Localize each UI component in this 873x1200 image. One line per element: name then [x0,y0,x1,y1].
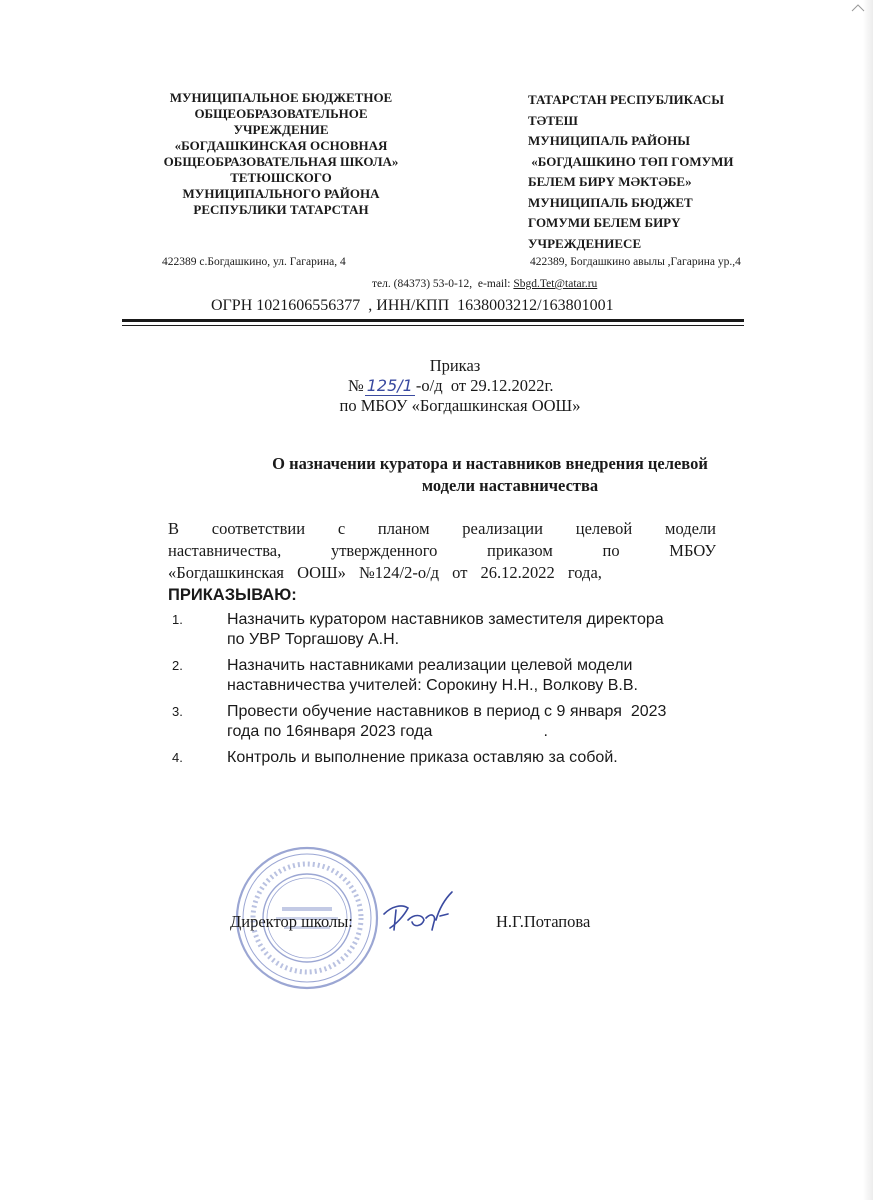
director-label: Директор школы: [230,912,353,931]
header-left-line: РЕСПУБЛИКИ ТАТАРСТАН [193,202,369,217]
list-item-number: 3. [172,704,183,719]
order-subject [200,453,780,497]
order-number-line [348,376,553,396]
header-left-line: ТЕТЮШСКОГО [230,170,332,185]
page-edge-shadow [863,0,873,1200]
preamble-line-2: наставничества, утвержденного приказом по МБОУ [168,541,716,560]
scan-corner-mark [851,4,865,12]
order-items [172,610,752,774]
list-item-text: Провести обучение наставников в период с 9 января 2023 года по 16января 2023 года . [227,703,667,740]
list-item [172,610,752,650]
order-organization: по МБОУ «Богдашкинская ООШ» [339,396,581,415]
header-left-line: ОБЩЕОБРАЗОВАТЕЛЬНОЕ [194,106,368,121]
list-item-text: Контроль и выполнение приказа оставляю за собой. [227,749,618,766]
list-item [172,656,752,696]
list-item-number: 1. [172,612,183,627]
contacts-phone: тел. (84373) 53-0-12, e-mail: [372,278,514,290]
header-right-line: МУНИЦИПАЛЬ РАЙОНЫ [528,133,691,148]
header-left-line: УЧРЕЖДЕНИЕ [233,122,329,137]
subject-line-1: О назначении куратора и наставников внедрения целевой [272,454,708,473]
order-title: Приказ [429,356,481,375]
list-item-number: 2. [172,658,183,673]
subject-line-2: модели наставничества [421,476,599,495]
preamble-line-3: «Богдашкинская ООШ» №124/2-о/д от 26.12.2022 года, [168,563,602,582]
order-number-handwritten: 125/1 [366,376,413,395]
director-signature [378,886,460,946]
header-right-line: «БОГДАШКИНО ТӨП ГОМУМИ [528,153,734,169]
contacts-line [372,278,597,290]
order-number-suffix: -о/д от 29.12.2022г. [415,376,554,395]
header-right-line: УЧРЕЖДЕНИЕСЕ [528,235,642,251]
header-right-line: БЕЛЕМ БИРҮ МӘКТӘБЕ» [528,174,692,189]
list-item-text: Назначить наставниками реализации целевой модели наставничества учителей: Сорокину Н.Н., Волкову В.В. [227,657,638,694]
header-divider-thin [122,325,744,326]
order-number-prefix: № [348,376,364,395]
header-right-line: МУНИЦИПАЛЬ БЮДЖЕТ [528,194,693,210]
header-right-block [528,90,828,254]
ogrn-inn-line: ОГРН 1021606556377 , ИНН/КПП 1638003212/163801001 [211,297,614,314]
list-item [172,702,752,742]
header-right-line: ГОМУМИ БЕЛЕМ БИРҮ [528,215,681,230]
header-left-line: МУНИЦИПАЛЬНОГО РАЙОНА [182,186,380,201]
header-left-line: МУНИЦИПАЛЬНОЕ БЮДЖЕТНОЕ [169,90,393,105]
header-right-line: ТАТАРСТАН РЕСПУБЛИКАСЫ [528,92,724,107]
header-left-line: ОБЩЕОБРАЗОВАТЕЛЬНАЯ ШКОЛА» [163,154,399,169]
email-link[interactable]: Sbgd.Tet@tatar.ru [513,278,598,290]
preamble-line-1: В соответствии с планом реализации целевой модели [168,519,716,538]
address-left: 422389 с.Богдашкино, ул. Гагарина, 4 [162,256,346,268]
header-divider-thick [122,319,744,322]
order-command: ПРИКАЗЫВАЮ: [168,586,297,604]
director-name: Н.Г.Потапова [496,912,591,931]
header-right-line: ТӘТЕШ [528,112,578,128]
preamble [168,518,716,606]
list-item-text: Назначить куратором наставников заместителя директора по УВР Торгашову А.Н. [227,611,664,648]
list-item-number: 4. [172,750,183,765]
header-left-block [128,90,434,218]
address-right: 422389, Богдашкино авылы ,Гагарина ур.,4 [530,256,741,268]
header-left-line: «БОГДАШКИНСКАЯ ОСНОВНАЯ [174,138,388,153]
list-item [172,748,752,768]
